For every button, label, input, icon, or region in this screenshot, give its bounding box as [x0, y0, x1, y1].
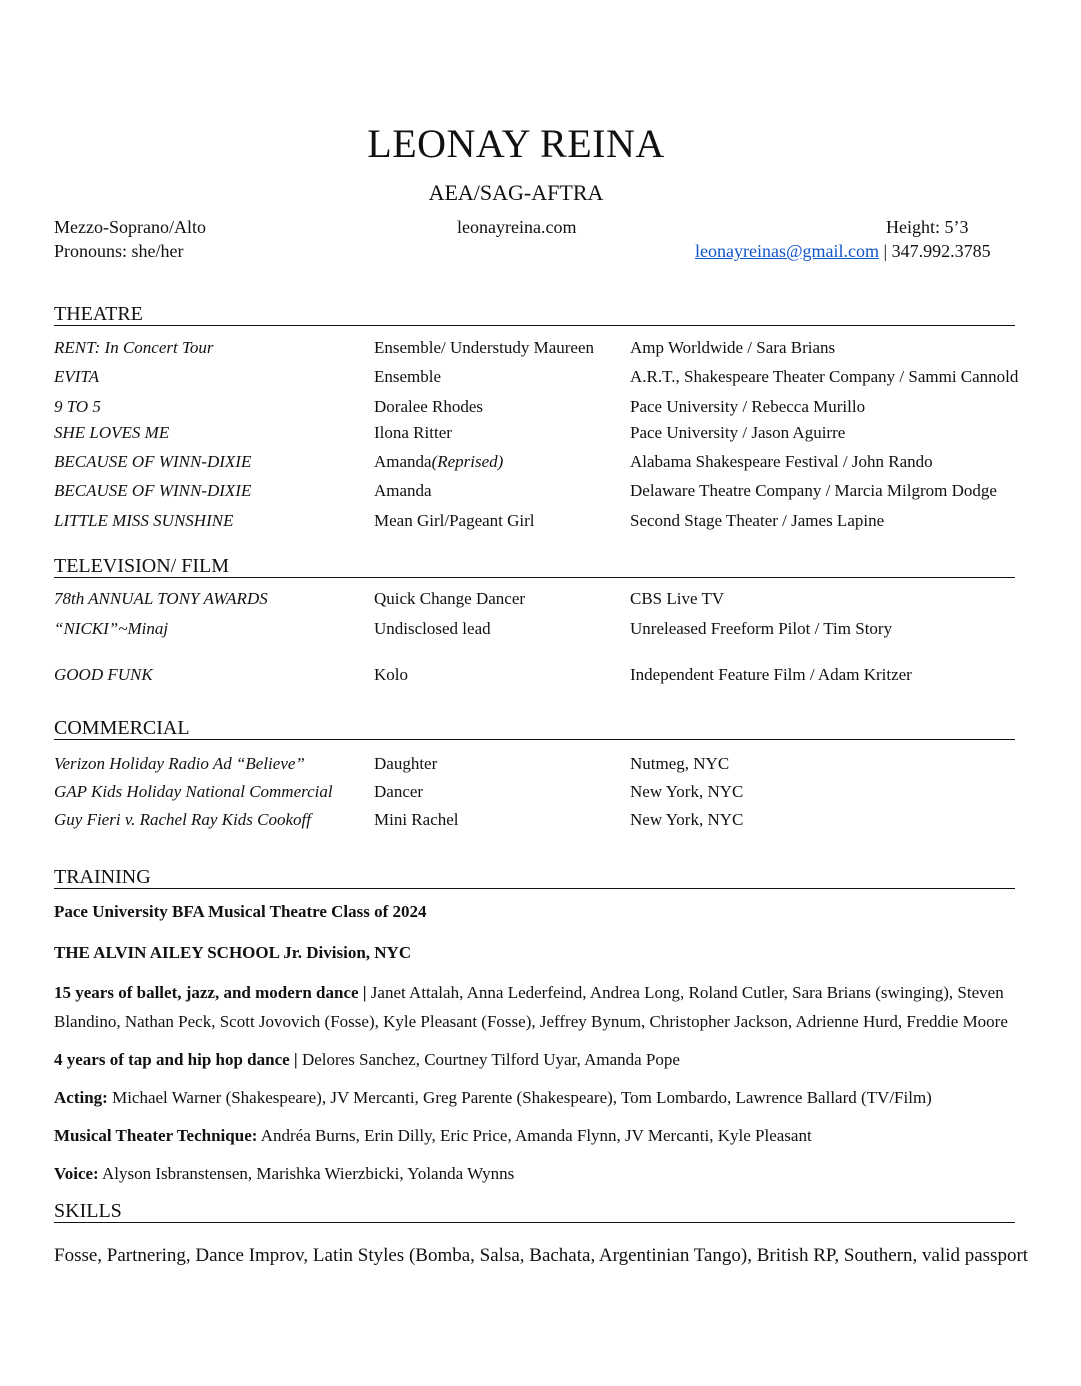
show-title: GOOD FUNK [54, 665, 153, 684]
company: A.R.T., Shakespeare Theater Company / Sammi Cannold [630, 367, 1019, 386]
height: Height: 5’3 [886, 217, 969, 237]
company: Amp Worldwide / Sara Brians [630, 338, 836, 357]
role: Quick Change Dancer [374, 589, 526, 608]
table-row [0, 754, 1081, 778]
training-tap-label: 4 years of tap and hip hop dance | [54, 1050, 298, 1069]
table-row [0, 511, 1081, 535]
table-row [0, 481, 1081, 505]
company: Pace University / Rebecca Murillo [630, 397, 866, 416]
skills-list: Fosse, Partnering, Dance Improv, Latin Styles (Bomba, Salsa, Bachata, Argentinian Tango), British RP, Southern, valid passport [54, 1245, 1029, 1266]
company: Independent Feature Film / Adam Kritzer [630, 665, 912, 684]
role: Undisclosed lead [374, 619, 491, 638]
role: Ilona Ritter [374, 423, 452, 442]
training-pace-text: Pace University BFA Musical Theatre Class of 2024 [54, 902, 427, 921]
role [374, 452, 503, 472]
table-row [0, 338, 1081, 362]
training-voice [54, 1159, 1014, 1188]
show-title: SHE LOVES ME [54, 423, 170, 442]
table-row [0, 423, 1081, 447]
company: Delaware Theatre Company / Marcia Milgrom Dodge [630, 481, 997, 500]
training-acting-teachers: Michael Warner (Shakespeare), JV Mercanti, Greg Parente (Shakespeare), Tom Lombardo, Lawrence Ballard (TV/Film) [107, 1088, 932, 1107]
show-title: 78th ANNUAL TONY AWARDS [54, 589, 268, 608]
contact-line [695, 241, 991, 262]
show-title: “NICKI”~Minaj [54, 619, 169, 638]
role-note: (Reprised) [431, 452, 504, 471]
table-row [0, 782, 1081, 806]
table-row [0, 589, 1081, 613]
show-title: EVITA [54, 367, 100, 386]
company: Nutmeg, NYC [630, 754, 730, 773]
training-acting-label: Acting: [54, 1088, 108, 1107]
actor-name: LEONAY REINA [367, 121, 665, 166]
table-row [0, 452, 1081, 476]
role: Daughter [374, 754, 438, 773]
show-title: BECAUSE OF WINN-DIXIE [54, 481, 252, 500]
company: Unreleased Freeform Pilot / Tim Story [630, 619, 893, 638]
role: Mean Girl/Pageant Girl [374, 511, 535, 530]
show-title: Guy Fieri v. Rachel Ray Kids Cookoff [54, 810, 311, 829]
show-title: GAP Kids Holiday National Commercial [54, 782, 333, 801]
training-mt [54, 1121, 1014, 1150]
voice-type: Mezzo-Soprano/Alto [54, 217, 206, 237]
company: Second Stage Theater / James Lapine [630, 511, 885, 530]
company: CBS Live TV [630, 589, 725, 608]
table-row [0, 665, 1081, 689]
training-voice-teachers: Alyson Isbranstensen, Marishka Wierzbicki, Yolanda Wynns [98, 1164, 515, 1183]
training-dance [54, 978, 1014, 1036]
role: Mini Rachel [374, 810, 459, 829]
table-row [0, 367, 1081, 391]
union-affiliation: AEA/SAG-AFTRA [428, 180, 604, 205]
training-mt-teachers: Andréa Burns, Erin Dilly, Eric Price, Amanda Flynn, JV Mercanti, Kyle Pleasant [257, 1126, 812, 1145]
role: Amanda [374, 481, 432, 500]
show-title: 9 TO 5 [54, 397, 101, 416]
section-training-heading: TRAINING [54, 866, 1015, 889]
pronouns: Pronouns: she/her [54, 241, 184, 261]
phone: | 347.992.3785 [879, 241, 991, 261]
role-name: Amanda [374, 452, 432, 471]
role: Kolo [374, 665, 408, 684]
section-theatre-heading: THEATRE [54, 303, 1015, 326]
company: Alabama Shakespeare Festival / John Rando [630, 452, 933, 471]
training-ailey [54, 938, 1014, 967]
role: Ensemble/ Understudy Maureen [374, 338, 594, 357]
email-link[interactable]: leonayreinas@gmail.com [695, 241, 880, 261]
website[interactable]: leonayreina.com [457, 217, 577, 237]
table-row [0, 397, 1081, 421]
section-skills-heading: SKILLS [54, 1200, 1015, 1223]
show-title: LITTLE MISS SUNSHINE [54, 511, 234, 530]
show-title: Verizon Holiday Radio Ad “Believe” [54, 754, 305, 773]
table-row [0, 619, 1081, 643]
section-tv-film-heading: TELEVISION/ FILM [54, 555, 1015, 578]
role: Doralee Rhodes [374, 397, 484, 416]
training-tap-teachers: Delores Sanchez, Courtney Tilford Uyar, Amanda Pope [297, 1050, 680, 1069]
show-title: BECAUSE OF WINN-DIXIE [54, 452, 252, 471]
role: Dancer [374, 782, 424, 801]
role: Ensemble [374, 367, 442, 386]
company: New York, NYC [630, 810, 744, 829]
training-mt-label: Musical Theater Technique: [54, 1126, 258, 1145]
training-pace [54, 897, 1014, 926]
training-dance-teachers: Janet Attalah, Anna Lederfeind, Andrea Long, Roland Cutler, Sara Brians (swinging), Steven Blandino, Nathan Peck, Scott Jovovich (Fosse), Kyle Pleasant (Fosse), Jeffrey Bynum, Christopher Jackson, Adrienne Hurd, Freddie Moore [54, 983, 1008, 1031]
training-tap [54, 1045, 1014, 1074]
table-row [0, 810, 1081, 834]
company: New York, NYC [630, 782, 744, 801]
training-ailey-text: THE ALVIN AILEY SCHOOL Jr. Division, NYC [54, 943, 412, 962]
section-commercial-heading: COMMERCIAL [54, 717, 1015, 740]
show-title: RENT: In Concert Tour [54, 338, 214, 357]
training-acting [54, 1083, 1014, 1112]
training-voice-label: Voice: [54, 1164, 99, 1183]
training-dance-label: 15 years of ballet, jazz, and modern dance | [54, 983, 367, 1002]
company: Pace University / Jason Aguirre [630, 423, 846, 442]
